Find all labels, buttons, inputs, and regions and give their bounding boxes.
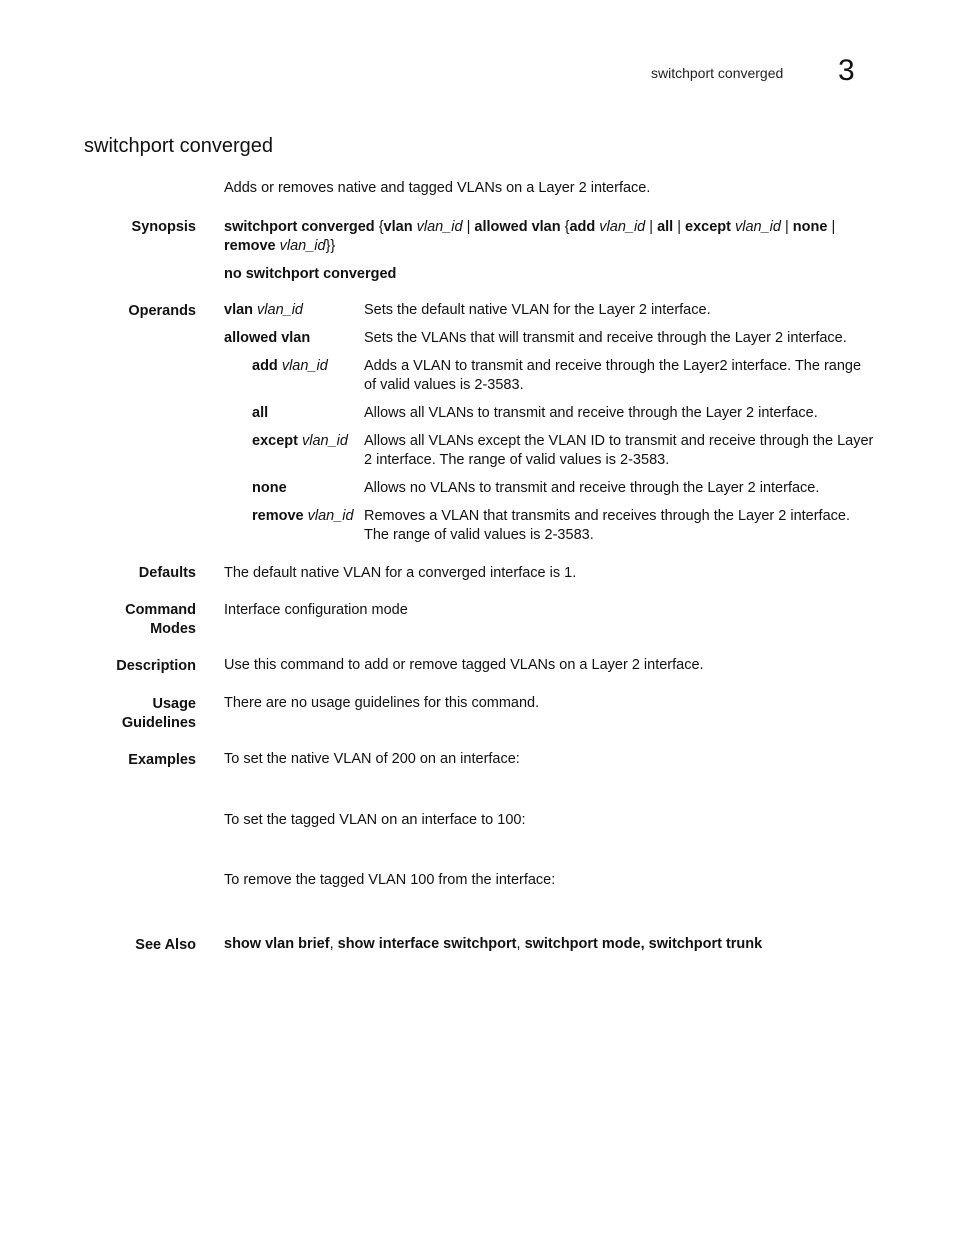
operand-description: Allows all VLANs except the VLAN ID to transmit and receive through the Layer 2 interface. The range of valid values is 2-3583.: [364, 433, 874, 468]
synopsis-run: |: [673, 219, 686, 235]
synopsis-run: }}: [325, 238, 336, 254]
see-also-run: show interface switchport: [337, 936, 517, 952]
synopsis-run: except: [685, 219, 735, 235]
synopsis-run: |: [827, 219, 836, 235]
synopsis-run: allowed vlan: [474, 219, 565, 235]
operand-name: [252, 507, 354, 526]
operands-label: Operands: [128, 303, 196, 319]
usage-text: There are no usage guidelines for this command.: [224, 695, 540, 711]
synopsis-run: vlan_id: [735, 219, 781, 235]
synopsis-run: {: [378, 219, 384, 235]
synopsis-run: vlan_id: [416, 219, 463, 235]
example-text-3: To remove the tagged VLAN 100 from the interface:: [224, 872, 556, 888]
synopsis-run: all: [657, 219, 674, 235]
synopsis-run: vlan: [383, 219, 417, 235]
operand-keyword: all: [252, 405, 269, 421]
usage-label-2: Guidelines: [121, 715, 196, 731]
example-text-2: To set the tagged VLAN on an interface to 100:: [224, 812, 526, 828]
usage-label-1: Usage: [152, 696, 196, 712]
see-also-run: show vlan brief: [224, 936, 330, 952]
chapter-number: 3: [838, 54, 855, 87]
operand-description: Removes a VLAN that transmits and receives through the Layer 2 interface. The range of valid values is 2-3583.: [364, 508, 850, 543]
operand-name: [224, 301, 303, 320]
defaults-text: The default native VLAN for a converged interface is 1.: [224, 565, 577, 581]
operand-name: [252, 404, 268, 423]
operand-description: Allows all VLANs to transmit and receive through the Layer 2 interface.: [364, 405, 818, 421]
synopsis-label: Synopsis: [131, 219, 196, 235]
see-also-run: ,: [329, 936, 338, 952]
description-text: Use this command to add or remove tagged VLANs on a Layer 2 interface.: [224, 657, 704, 673]
operand-argument: vlan_id: [301, 433, 348, 449]
see-also-run: ,: [516, 936, 525, 952]
synopsis-run: |: [780, 219, 793, 235]
see-also-links: [224, 935, 762, 954]
synopsis-run: switchport converged: [224, 219, 379, 235]
synopsis-run: vlan_id: [599, 219, 646, 235]
operand-keyword: vlan: [224, 302, 254, 318]
synopsis-run: remove: [224, 238, 280, 254]
see-also-label: See Also: [135, 937, 196, 953]
operand-description: Sets the default native VLAN for the Layer 2 interface.: [364, 302, 711, 318]
description-label: Description: [116, 658, 196, 674]
examples-label: Examples: [128, 752, 196, 768]
operand-name: [252, 357, 328, 376]
page-title: switchport converged: [84, 135, 273, 157]
operand-keyword: none: [252, 480, 287, 496]
synopsis-run: add: [569, 219, 600, 235]
synopsis-run: |: [645, 219, 658, 235]
operand-description: Adds a VLAN to transmit and receive through the Layer2 interface. The range of valid values is 2-3583.: [364, 358, 862, 393]
synopsis-run: {: [564, 219, 570, 235]
operand-argument: vlan_id: [307, 508, 354, 524]
example-text-1: To set the native VLAN of 200 on an interface:: [224, 751, 520, 767]
see-also-run: switchport mode, switchport trunk: [524, 936, 763, 952]
command-modes-text: Interface configuration mode: [224, 602, 408, 618]
running-header-title: switchport converged: [651, 65, 784, 81]
intro-text: Adds or removes native and tagged VLANs on a Layer 2 interface.: [224, 180, 651, 196]
operand-name: [252, 432, 348, 451]
synopsis-line-2: [224, 237, 335, 256]
synopsis-run: vlan_id: [279, 238, 326, 254]
operand-keyword: add: [252, 358, 278, 374]
command-modes-label-2: Modes: [150, 621, 196, 637]
synopsis-run: |: [462, 219, 475, 235]
operand-argument: vlan_id: [281, 358, 328, 374]
synopsis-run: none: [792, 219, 828, 235]
synopsis-line-1: [224, 218, 835, 237]
synopsis-no-form: no switchport converged: [224, 266, 397, 282]
defaults-label: Defaults: [138, 565, 196, 581]
operand-keyword: except: [252, 433, 298, 449]
operand-description: Sets the VLANs that will transmit and receive through the Layer 2 interface.: [364, 330, 847, 346]
operand-name: [252, 479, 287, 498]
command-modes-label-1: Command: [125, 602, 196, 618]
operand-keyword: allowed vlan: [224, 330, 311, 346]
operand-name: [224, 329, 310, 348]
operand-argument: vlan_id: [257, 302, 303, 318]
operand-keyword: remove: [252, 508, 304, 524]
operand-description: Allows no VLANs to transmit and receive through the Layer 2 interface.: [364, 480, 820, 496]
